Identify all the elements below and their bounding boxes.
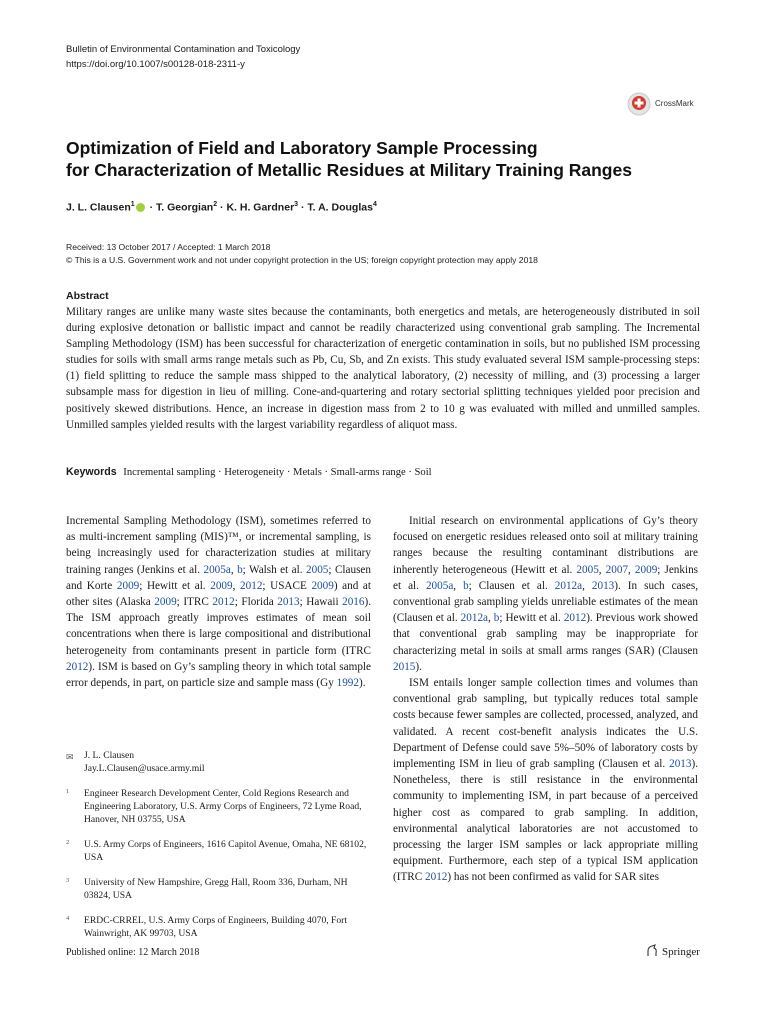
text-run: ; Hewitt et al. [499,612,564,625]
author-name: J. L. Clausen [66,201,131,214]
affiliation-mark: 3 [66,877,70,884]
citation-link[interactable]: 2009 [154,596,177,609]
citation-link[interactable]: 2005 [306,563,329,576]
affiliation-text: Engineer Research Development Center, Cold Regions Research and Engineering Laboratory, U.S. Army Corps of Engineers, 72 Lyme Road, Hanover, NH 03755, USA [84,788,362,825]
doi-link[interactable]: https://doi.org/10.1007/s00128-018-2311-y [66,59,245,70]
affiliation-item [66,914,371,940]
text-run: ). The ISM approach greatly improves estimates of mean soil concentrations when there is large compositional and distributional heterogeneity from contaminants present in particle form (ITRC [66,596,372,657]
text-run: , [488,612,494,625]
citation-link[interactable]: 2012 [212,596,235,609]
text-run: ; Florida [234,596,278,609]
citation-link[interactable]: 2013 [669,758,692,771]
affiliation-mark: 4 [66,915,70,922]
citation-link[interactable]: 2016 [342,596,365,609]
affiliation-mark: 2 [66,839,70,846]
affiliation-item [66,787,371,826]
citation-link[interactable]: 2009 [311,579,334,592]
citation-link[interactable]: 2012 [563,612,587,625]
text-run: ). Previous work showed that conventional grab sampling may be inappropriate for characterizing metal in soils at small arms ranges (SAR) (Clausen [393,612,698,657]
abstract-heading: Abstract [66,290,109,302]
body-paragraph [66,513,371,691]
orcid-icon[interactable] [136,203,145,212]
text-run: ). Nonetheless, there is still resistance in the environmental community to implementing ISM, in part because of a perceived higher cost as compared to grab sampling. In addition, environmental analytical laboratories are not accustomed to processing the larger ISM samples or lack appropriate milling equipment. Furthermore, each step of a typical ISM application (ITRC [393,758,698,884]
text-run: ; Jenkins et al. [393,563,699,592]
text-run: ; Clausen and Korte [66,563,371,592]
text-run: ; USACE [262,579,312,592]
copyright-line: © This is a U.S. Government work and not under copyright protection in the US; foreign copyright protection may apply 2018 [66,255,538,265]
text-run: ). [415,660,422,673]
citation-link[interactable]: b [463,579,469,592]
received-accepted: Received: 13 October 2017 / Accepted: 1 March 2018 [66,242,271,252]
title-line-2: for Characterization of Metallic Residues at Military Training Ranges [66,160,632,180]
text-run: ). ISM is based on Gy’s sampling theory in which total sample error depends, in part, on particle size and sample mass (Gy [66,660,371,690]
citation-link[interactable]: 2005 [576,563,599,576]
article-dates [66,241,538,267]
author-list: J. L. Clausen$^1$ · T. Georgian$^2$ · K. H. Gardner$^3$ · T. A. Douglas$^4$ [66,201,377,214]
text-run: , [628,563,635,576]
text-run: , [598,563,606,576]
text-run: Incremental Sampling Methodology (ISM), sometimes referred to as multi-increment sampling (MIS)™, or incremental sampling, is being increasingly used for characterization studies at military training ranges (Jenkins et al. [66,515,371,576]
text-run: ) has not been confirmed as valid for SAR sites [447,871,659,884]
text-run: ; Hawaii [299,596,343,609]
citation-link[interactable]: 1992 [336,677,359,690]
envelope-icon: ✉ [66,752,74,762]
text-run: , [230,563,238,576]
author-affil-mark: 3 [294,201,299,208]
citation-link[interactable]: 2015 [393,660,416,673]
citation-link[interactable]: 2012 [240,579,263,592]
citation-link[interactable]: 2013 [277,596,300,609]
crossmark-icon [627,92,651,116]
citation-link[interactable]: 2012a [554,579,583,592]
citation-link[interactable]: 2012a [460,612,489,625]
citation-link[interactable]: 2007 [605,563,629,576]
author-name: T. Georgian [156,201,214,214]
body-column-right [393,513,698,886]
text-run: , [232,579,241,592]
affiliation-mark: 1 [66,788,70,795]
article-title [66,137,706,181]
springer-horse-icon [645,944,659,958]
journal-header [66,42,300,72]
title-line-1: Optimization of Field and Laboratory Sample Processing [66,138,538,158]
citation-link[interactable]: 2012 [66,660,89,673]
citation-link[interactable]: 2005a [425,579,454,592]
keywords-list: Incremental sampling · Heterogeneity · Metals · Small-arms range · Soil [123,467,432,478]
affiliation-text: University of New Hampshire, Gregg Hall, Room 336, Durham, NH 03824, USA [84,877,348,901]
text-run: ; Hewitt et al. [139,579,211,592]
body-paragraph [393,675,698,886]
affiliation-item [66,876,371,902]
text-run: , [582,579,592,592]
body-paragraph [393,513,698,675]
affiliation-text: U.S. Army Corps of Engineers, 1616 Capitol Avenue, Omaha, NE 68102, USA [84,839,367,863]
crossmark-label: CrossMark [655,99,694,108]
keywords-heading: Keywords [66,466,117,478]
text-run: Initial research on environmental applications of Gy’s theory focused on energetic residues released onto soil at military training ranges because the resulting contaminant distributions are inherently heterogeneous (Hewitt et al. [393,515,698,576]
journal-name: Bulletin of Environmental Contamination and Toxicology [66,44,301,55]
author-name: K. H. Gardner [226,201,295,214]
crossmark-badge[interactable] [627,92,707,118]
citation-link[interactable]: 2009 [210,579,233,592]
keywords [66,466,432,478]
text-run: ). In such cases, conventional grab sampling yields unreliable estimates of the mean (Clausen et al. [393,579,698,625]
text-run: ; Walsh et al. [242,563,307,576]
text-run: ; Clausen et al. [468,579,555,592]
text-run: , [453,579,464,592]
body-column-left [66,513,371,691]
citation-link[interactable]: 2009 [116,579,140,592]
affiliations [66,749,371,952]
author-name: T. A. Douglas [307,201,373,214]
citation-link[interactable]: b [237,563,243,576]
citation-link[interactable]: 2013 [591,579,615,592]
affiliation-item [66,838,371,864]
corresponding-name: J. L. Clausen [84,750,135,761]
text-run: ISM entails longer sample collection times and volumes than conventional grab sampling, but typically reduces total sample costs because fewer samples are collected, processed, analyzed, and validated. A recent cost-benefit analysis indicates the U.S. Department of Defense could save 5%–50% of laboratory costs by implementing ISM in lieu of grab sampling (Clausen et al. [393,677,698,771]
springer-logo [645,944,700,958]
text-run: ). [358,677,366,690]
abstract-text: Military ranges are unlike many waste sites because the contaminants, both energetics and metals, are heterogeneously distributed in soil during explosive detonation or ballistic impact and cannot be readily characterized using conventional grab sampling. The Incremental Sampling Methodology (ISM) has been successful for characterization of energetic contamination in soils, but no published ISM processing studies for soils with small arms range metals such as Pb, Cu, Sb, and Zn exists. This study evaluated several ISM sample-processing steps: (1) field splitting to reduce the sample mass shipped to the analytical laboratory, (2) necessity of milling, and (3) processing a larger subsample mass for digestion in lieu of milling. Cone-and-quartering and rotary sectorial splitting techniques yielded poor precision and positively skewed distributions. Hence, an increase in digestion mass from 2 to 10 g was evaluated with milled and unmilled samples. Unmilled samples yielded results with the largest variability regardless of aliquot mass. [66,306,700,431]
citation-link[interactable]: b [493,612,500,625]
corresponding-author [66,749,371,775]
affiliation-text: ERDC-CRREL, U.S. Army Corps of Engineers, Building 4070, Fort Wainwright, AK 99703, USA [84,915,348,939]
text-run: ) and at other sites (Alaska [66,579,372,609]
citation-link[interactable]: 2012 [425,871,448,884]
published-online: Published online: 12 March 2018 [66,947,200,958]
corresponding-email[interactable]: Jay.L.Clausen@usace.army.mil [84,763,205,774]
publisher-name: Springer [662,946,700,958]
author-affil-mark: 4 [372,201,377,208]
author-affil-mark: 2 [213,201,218,208]
citation-link[interactable]: 2005a [203,563,231,576]
author-affil-mark: 1 [130,201,135,208]
text-run: ; ITRC [176,596,213,609]
citation-link[interactable]: 2009 [634,563,658,576]
